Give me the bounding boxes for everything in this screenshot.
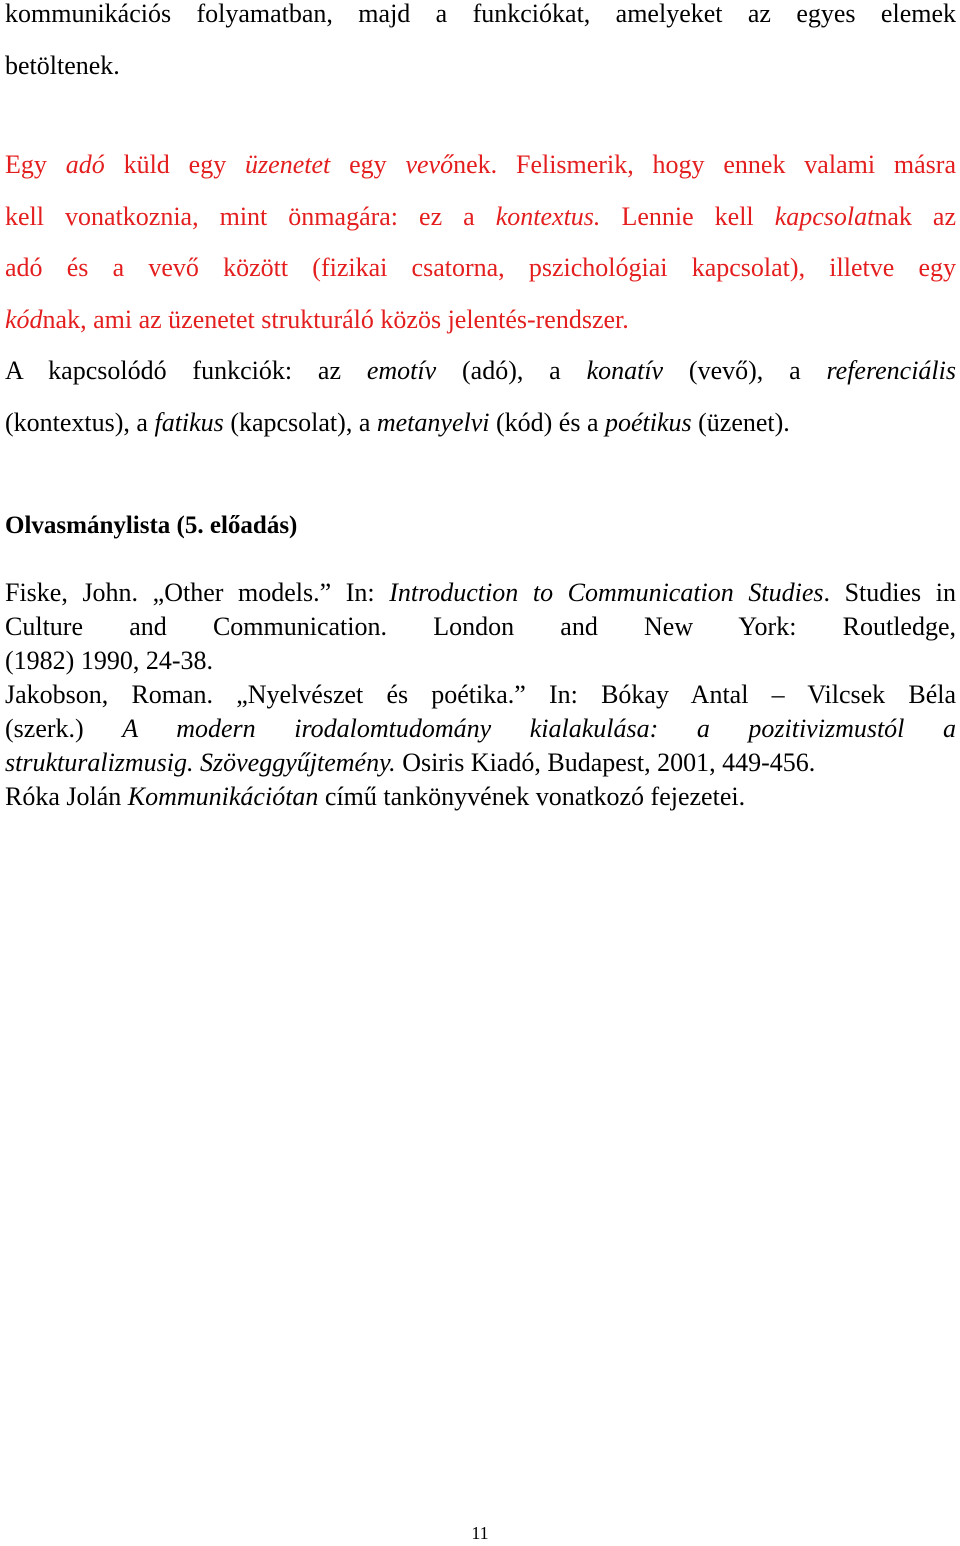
- text-span: betöltenek.: [5, 50, 120, 80]
- text-span: (szerk.): [5, 714, 123, 743]
- term-metanyelvi: metanyelvi: [376, 407, 490, 437]
- paragraph-functions: [5, 345, 956, 448]
- paragraph-model-highlighted: [5, 139, 956, 345]
- text-line: [5, 242, 956, 294]
- text-span: (kapcsolat), a: [223, 407, 377, 437]
- text-span: című tankönyvének vonatkozó fejezetei.: [318, 782, 746, 811]
- text-line: [5, 40, 956, 92]
- term-vevo: vevő: [405, 150, 454, 179]
- biblio-line: [5, 780, 956, 814]
- page-number: 11: [471, 1523, 489, 1543]
- text-span: kommunikációs folyamatban, majd a funkciókat, amelyeket az egyes elemek: [5, 0, 956, 28]
- term-poetikus: poétikus: [604, 407, 692, 437]
- term-kapcsolat: kapcsolat: [774, 201, 875, 231]
- biblio-line: [5, 576, 956, 644]
- text-span: (kontextus), a: [5, 407, 155, 437]
- book-title: Introduction to Communication Studies: [389, 578, 824, 607]
- text-span: küld egy: [104, 150, 246, 179]
- text-span: Lennie kell: [600, 201, 775, 231]
- text-span: nak az: [874, 201, 956, 231]
- biblio-line: [5, 712, 956, 746]
- text-span: (vevő), a: [663, 356, 827, 385]
- paragraph-intro: [5, 0, 956, 91]
- term-konativ: konatív: [586, 356, 664, 385]
- text-line: [5, 0, 956, 40]
- biblio-line: [5, 746, 956, 780]
- term-kontextus: kontextus.: [495, 201, 601, 231]
- term-referencialis: referenciális: [826, 356, 956, 385]
- book-title: strukturalizmusig. Szöveggyűjtemény.: [5, 748, 396, 777]
- text-span: Róka Jolán: [5, 782, 128, 811]
- text-span: adó és a vevő között (fizikai csatorna, pszichológiai kapcsolat), illetve egy: [5, 253, 956, 282]
- term-emotiv: emotív: [366, 356, 437, 385]
- text-span: (adó), a: [436, 356, 587, 385]
- text-line: [5, 191, 956, 243]
- book-title: Kommunikációtan: [127, 782, 319, 811]
- text-line: [5, 294, 956, 346]
- section-heading: Olvasmánylista (5. előadás): [5, 512, 298, 539]
- text-span: Osiris Kiadó, Budapest, 2001, 449-456.: [395, 748, 816, 777]
- book-title: A modern irodalomtudomány kialakulása: a pozitivizmustól a: [122, 714, 956, 743]
- text-span: Fiske, John. „Other models.” In:: [5, 578, 390, 607]
- text-line: [5, 397, 956, 449]
- text-span: kell vonatkoznia, mint önmagára: ez a: [5, 201, 496, 231]
- text-span: Jakobson, Roman. „Nyelvészet és poétika.” In: Bókay Antal – Vilcsek Béla: [5, 680, 956, 709]
- term-kod: kód: [5, 304, 43, 334]
- term-ado: adó: [65, 150, 105, 179]
- text-span: nek. Felismerik, hogy ennek valami másra: [453, 150, 956, 179]
- biblio-line: [5, 678, 956, 712]
- text-line: [5, 345, 956, 397]
- text-span: egy: [330, 150, 406, 179]
- text-span: . Studies in Culture and Communication. London and New York: Routledge,: [5, 578, 956, 641]
- reading-list: [5, 576, 956, 814]
- biblio-line: [5, 644, 956, 678]
- text-span: Egy: [5, 150, 66, 179]
- term-uzenet: üzenetet: [245, 150, 331, 179]
- text-span: A kapcsolódó funkciók: az: [5, 356, 367, 385]
- text-span: (kód) és a: [489, 407, 605, 437]
- text-line: [5, 139, 956, 191]
- text-span: (1982) 1990, 24-38.: [5, 646, 213, 675]
- text-span: (üzenet).: [691, 407, 790, 437]
- text-span: nak, ami az üzenetet strukturáló közös jelentés-rendszer.: [42, 304, 629, 334]
- term-fatikus: fatikus: [154, 407, 224, 437]
